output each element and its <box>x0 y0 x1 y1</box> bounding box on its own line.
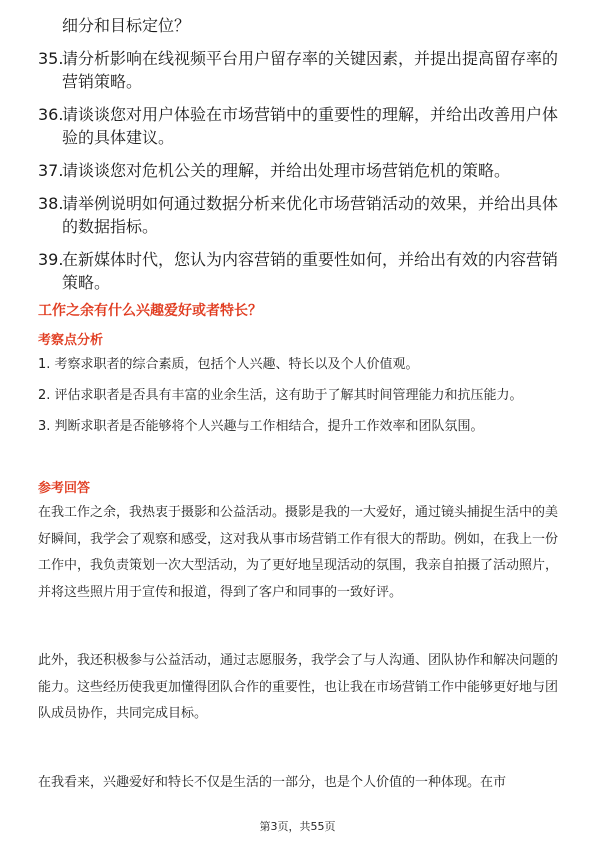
answer-paragraph: 在我工作之余，我热衷于摄影和公益活动。摄影是我的一大爱好，通过镜头捕捉生活中的美好瞬间，我学会了观察和感受，这对我从事市场营销工作有很大的帮助。例如，在我上一份工作中，我负责策划一次大型活动，为了更好地呈现活动的氛围，我亲自拍摄了活动照片，并将这些照片用于宣传和报道，得到了客户和同事的一致好评。 <box>38 505 559 600</box>
section-title: 工作之余有什么兴趣爱好或者特长？ <box>38 303 262 319</box>
analysis-point: 1. 考察求职者的综合素质，包括个人兴趣、特长以及个人价值观。 <box>38 357 419 372</box>
question-item <box>38 159 558 182</box>
analysis-title: 考察点分析 <box>38 333 104 348</box>
question-text: 在新媒体时代，您认为内容营销的重要性如何，并给出有效的内容营销策略。 <box>62 250 559 292</box>
question-number: 35. <box>38 49 64 68</box>
analysis-point: 3. 判断求职者是否能够将个人兴趣与工作相结合，提升工作效率和团队氛围。 <box>38 419 484 434</box>
question-item <box>38 47 558 93</box>
question-number: 39. <box>38 250 64 269</box>
question-continuation: 细分和目标定位？ <box>62 16 191 35</box>
question-text: 请谈谈您对用户体验在市场营销中的重要性的理解，并给出改善用户体验的具体建议。 <box>62 105 559 147</box>
answer-body <box>38 500 560 796</box>
question-number: 37. <box>38 161 64 180</box>
answer-paragraph: 此外，我还积极参与公益活动，通过志愿服务，我学会了与人沟通、团队协作和解决问题的能力。这些经历使我更加懂得团队合作的重要性，也让我在市场营销工作中能够更好地与团队成员协作，共同完成目标。 <box>38 653 559 721</box>
question-text: 请举例说明如何通过数据分析来优化市场营销活动的效果，并给出具体的数据指标。 <box>62 194 559 236</box>
analysis-point: 2. 评估求职者是否具有丰富的业余生活，这有助于了解其时间管理能力和抗压能力。 <box>38 388 523 403</box>
question-number: 36. <box>38 105 64 124</box>
question-item <box>38 103 558 149</box>
question-text: 请分析影响在线视频平台用户留存率的关键因素，并提出提高留存率的营销策略。 <box>62 49 559 91</box>
question-item <box>38 248 558 294</box>
question-number: 38. <box>38 194 64 213</box>
analysis-list <box>38 352 558 445</box>
page-footer: 第3页，共55页 <box>259 820 336 833</box>
question-list <box>38 14 558 304</box>
question-text: 请谈谈您对危机公关的理解，并给出处理市场营销危机的策略。 <box>62 161 511 180</box>
answer-title: 参考回答 <box>38 481 91 496</box>
answer-paragraph: 在我看来，兴趣爱好和特长不仅是生活的一部分，也是个人价值的一种体现。在市 <box>38 774 507 790</box>
question-item <box>38 192 558 238</box>
